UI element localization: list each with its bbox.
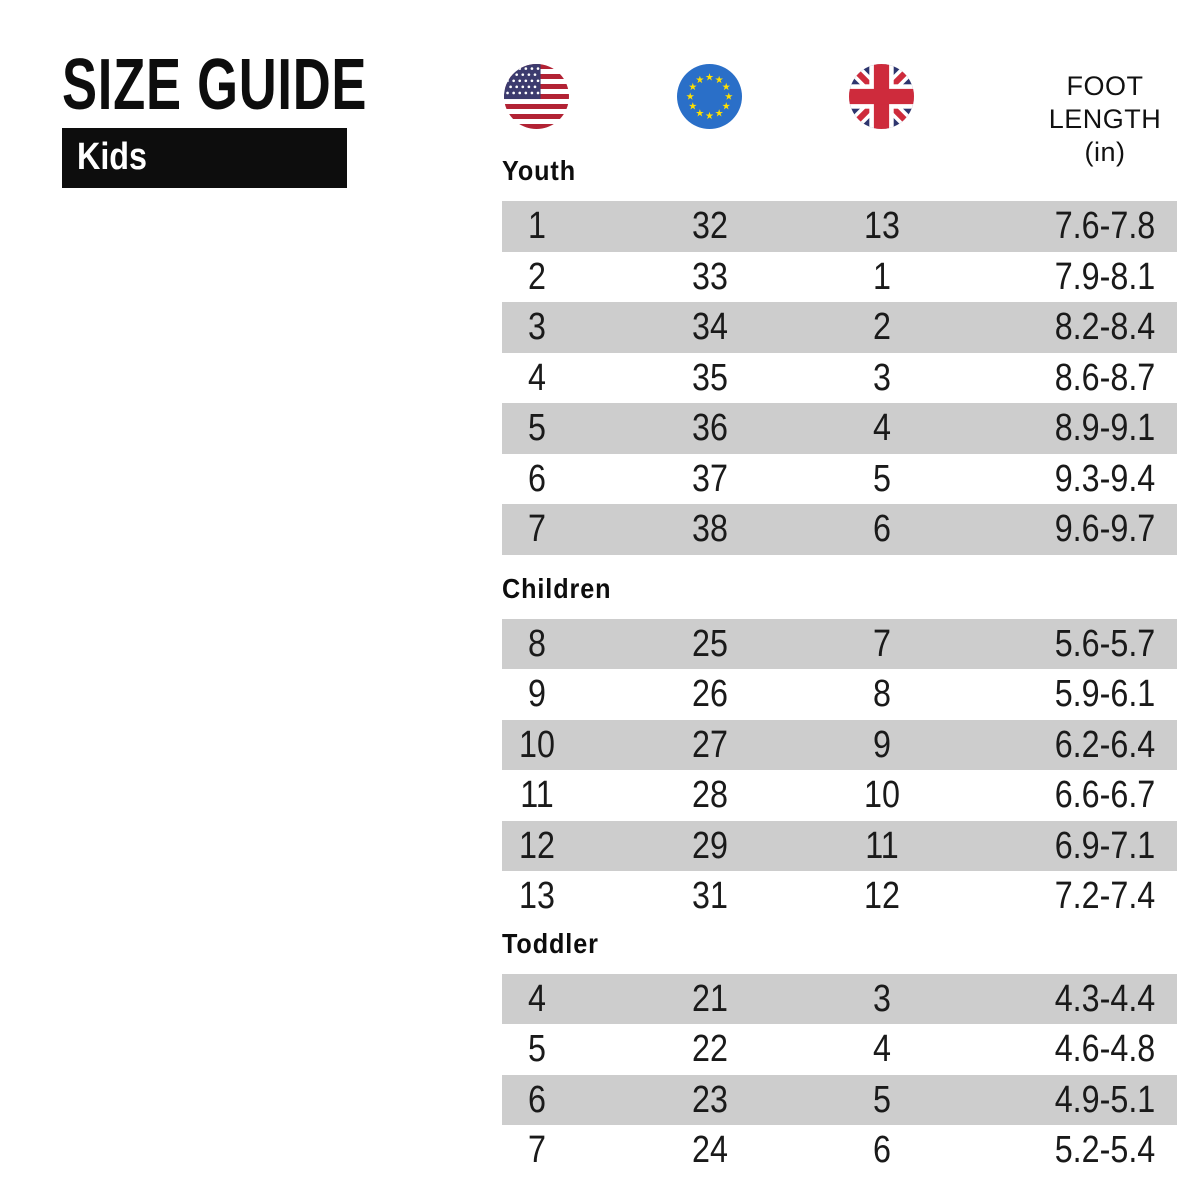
size-section: [502, 573, 1177, 922]
uk-size-cell: 6: [873, 508, 891, 550]
uk-size-cell: 10: [864, 774, 900, 816]
eu-size-cell: 29: [692, 824, 728, 867]
foot-length-cell: 9.6-9.7: [1054, 508, 1156, 550]
us-size-cell: 8: [528, 622, 546, 665]
uk-size-cell: 12: [864, 875, 900, 917]
size-section: [502, 928, 1177, 1176]
section-label: Toddler: [502, 927, 599, 959]
eu-size-cell: 38: [692, 508, 728, 550]
uk-size-cell: 7: [873, 622, 891, 665]
eu-size-cell: 33: [692, 255, 728, 298]
us-size-cell: 10: [519, 723, 555, 766]
eu-size-cell: 31: [692, 875, 728, 917]
us-size-cell: 4: [528, 356, 546, 399]
uk-size-cell: 9: [873, 723, 891, 766]
uk-size-cell: 3: [873, 356, 891, 399]
size-row: [502, 454, 1177, 505]
foot-length-cell: 9.3-9.4: [1054, 457, 1156, 500]
foot-length-header-line: FOOT: [1066, 71, 1144, 101]
size-section: [502, 155, 1177, 555]
section-label: Children: [502, 572, 612, 604]
us-size-cell: 5: [528, 407, 546, 449]
section-label: Youth: [502, 155, 577, 186]
us-size-cell: 11: [520, 774, 554, 816]
us-flag-icon: [504, 64, 569, 129]
size-row: [502, 1125, 1177, 1176]
size-table: [502, 0, 1177, 1176]
uk-size-cell: 4: [873, 407, 891, 449]
uk-size-cell: 5: [873, 1078, 891, 1121]
eu-size-cell: 22: [692, 1028, 728, 1070]
category-badge-label: Kids: [77, 136, 148, 178]
size-row: [502, 720, 1177, 771]
eu-size-cell: 24: [692, 1129, 728, 1171]
size-row: [502, 871, 1177, 922]
foot-length-cell: 5.2-5.4: [1054, 1129, 1156, 1171]
size-row: [502, 821, 1177, 872]
foot-length-cell: 8.9-9.1: [1054, 407, 1156, 449]
foot-length-cell: 6.9-7.1: [1054, 824, 1156, 867]
eu-size-cell: 28: [692, 774, 728, 816]
size-row: [502, 252, 1177, 303]
size-row: [502, 302, 1177, 353]
foot-length-cell: 8.2-8.4: [1054, 306, 1156, 348]
eu-size-cell: 27: [692, 723, 728, 766]
uk-size-cell: 6: [873, 1129, 891, 1171]
us-size-cell: 9: [528, 673, 546, 715]
us-size-cell: 5: [528, 1028, 546, 1070]
foot-length-header-line: (in): [1084, 137, 1126, 167]
uk-size-cell: 5: [873, 457, 891, 500]
sections: [502, 155, 1177, 1176]
foot-length-cell: 4.3-4.4: [1054, 977, 1156, 1020]
size-row: [502, 770, 1177, 821]
eu-size-cell: 25: [692, 622, 728, 665]
foot-length-cell: 7.2-7.4: [1054, 875, 1156, 917]
size-row: [502, 1024, 1177, 1075]
eu-flag-icon: [677, 64, 742, 129]
us-size-cell: 2: [528, 255, 546, 298]
size-row: [502, 201, 1177, 252]
uk-size-cell: 1: [873, 255, 891, 298]
eu-size-cell: 36: [692, 407, 728, 449]
foot-length-cell: 8.6-8.7: [1054, 356, 1156, 399]
uk-size-cell: 3: [873, 977, 891, 1020]
uk-size-cell: 4: [873, 1028, 891, 1070]
uk-size-cell: 2: [873, 306, 891, 348]
foot-length-cell: 4.6-4.8: [1054, 1028, 1156, 1070]
page-title: SIZE GUIDE: [62, 45, 368, 125]
us-size-cell: 7: [528, 1129, 546, 1171]
size-row: [502, 504, 1177, 555]
us-size-cell: 7: [528, 508, 546, 550]
foot-length-cell: 5.6-5.7: [1054, 622, 1156, 665]
uk-size-cell: 8: [873, 673, 891, 715]
eu-size-cell: 26: [692, 673, 728, 715]
category-badge: [62, 128, 347, 188]
us-size-cell: 6: [528, 457, 546, 500]
size-row: [502, 403, 1177, 454]
foot-length-cell: 4.9-5.1: [1054, 1078, 1156, 1121]
us-size-cell: 6: [528, 1078, 546, 1121]
size-row: [502, 353, 1177, 404]
eu-size-cell: 23: [692, 1078, 728, 1121]
eu-size-cell: 37: [692, 457, 728, 500]
uk-size-cell: 11: [865, 824, 899, 867]
foot-length-cell: 7.6-7.8: [1054, 205, 1156, 247]
eu-size-cell: 35: [692, 356, 728, 399]
size-row: [502, 669, 1177, 720]
us-size-cell: 3: [528, 306, 546, 348]
us-size-cell: 4: [528, 977, 546, 1020]
foot-length-cell: 6.2-6.4: [1054, 723, 1156, 766]
eu-size-cell: 32: [692, 205, 728, 247]
uk-flag-icon: [849, 64, 914, 129]
foot-length-cell: 6.6-6.7: [1054, 774, 1156, 816]
eu-size-cell: 34: [692, 306, 728, 348]
size-row: [502, 619, 1177, 670]
foot-length-header-line: LENGTH: [1048, 104, 1162, 134]
foot-length-cell: 5.9-6.1: [1054, 673, 1156, 715]
us-size-cell: 12: [519, 824, 555, 867]
uk-size-cell: 13: [864, 205, 900, 247]
foot-length-cell: 7.9-8.1: [1054, 255, 1156, 298]
size-row: [502, 974, 1177, 1025]
us-size-cell: 1: [528, 205, 546, 247]
us-size-cell: 13: [519, 875, 555, 917]
eu-size-cell: 21: [692, 977, 728, 1020]
size-row: [502, 1075, 1177, 1126]
